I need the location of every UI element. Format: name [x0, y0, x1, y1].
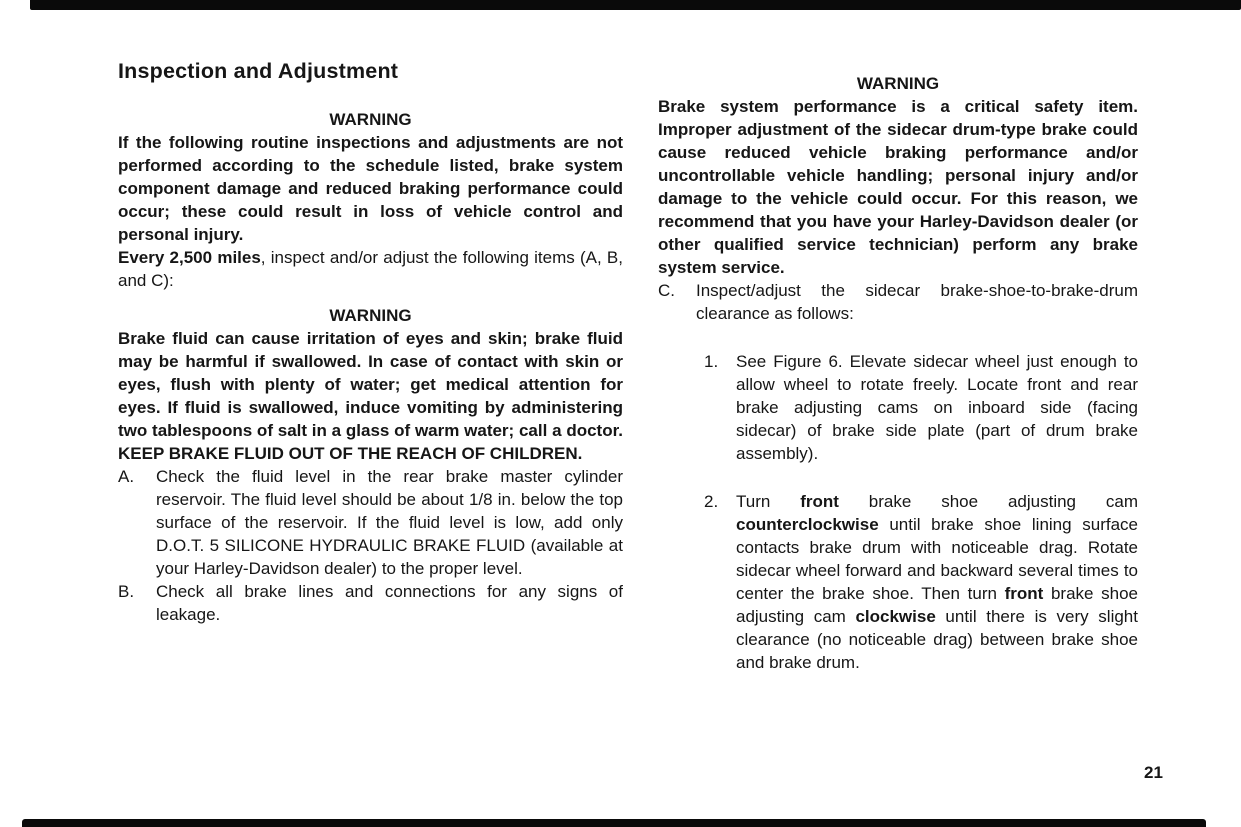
page-number: 21 [1144, 763, 1163, 782]
list-item-b-label: B. [118, 582, 135, 601]
warning-body-2: Brake fluid can cause irritation of eyes and skin; brake fluid may be harmful if swallowed. In case of contact with skin or eyes, flush with plenty of water; get medical attention for eyes. If fluid is swallowed, induce vomiting by administering two tablespoons of salt in a glass of warm water; call a doctor. KEEP BRAKE FLUID OUT OF THE REACH OF CHILDREN. [118, 329, 623, 463]
warning-title-2: WARNING [329, 306, 412, 325]
list-item-a-label: A. [118, 467, 135, 486]
list-item-c-text: Inspect/adjust the sidecar brake-shoe-to-brake-drum clearance as follows: [696, 281, 1138, 323]
step-1-label: 1. [704, 352, 719, 371]
list-item-c-label: C. [658, 281, 675, 300]
scan-edge-top [30, 0, 1241, 10]
left-column [118, 58, 623, 626]
warning-body-1: If the following routine inspections and adjustments are not performed according to the schedule listed, brake system component damage and reduced braking performance could occur; these could result in loss of vehicle control and personal injury. [118, 133, 623, 244]
right-column [658, 72, 1138, 674]
list-item-c [658, 279, 1138, 325]
list-item-b-text: Check all brake lines and connections for any signs of leakage. [156, 582, 623, 624]
list-item-b [118, 580, 623, 626]
warning-title-1: WARNING [329, 110, 412, 129]
list-item-a-text: Check the fluid level in the rear brake master cylinder reservoir. The fluid level should be about 1/8 in. below the top surface of the reservoir. If the fluid level is low, add only D.O.T. 5 SILICONE HYDRAULIC BRAKE FLUID (available at your Harley-Davidson dealer) to the proper level. [156, 467, 623, 578]
interval-paragraph: Every 2,500 miles, inspect and/or adjust the following items (A, B, and C): [118, 248, 623, 290]
scan-edge-bottom [22, 819, 1206, 827]
step-1-text: See Figure 6. Elevate sidecar wheel just enough to allow wheel to rotate freely. Locate front and rear brake adjusting cams on inboard side (facing sidecar) of brake side plate (part of drum brake assembly). [736, 352, 1138, 463]
step-2-label: 2. [704, 492, 719, 511]
list-item-a [118, 465, 623, 580]
step-2-text: Turn front brake shoe adjusting cam counterclockwise until brake shoe lining surface contacts brake drum with noticeable drag. Rotate sidecar wheel forward and backward several times to center the brake shoe. Then turn front brake shoe adjusting cam clockwise until there is very slight clearance (no noticeable drag) between brake shoe and brake drum. [736, 492, 1138, 672]
warning-body-3: Brake system performance is a critical safety item. Improper adjustment of the sidecar drum-type brake could cause reduced vehicle braking performance and/or uncontrollable vehicle handling; personal injury and/or damage to the vehicle could occur. For this reason, we recommend that you have your Harley-Davidson dealer (or other qualified service technician) perform any brake system service. [658, 97, 1138, 277]
section-heading: Inspection and Adjustment [118, 59, 399, 83]
step-2 [704, 490, 1138, 674]
step-1 [704, 350, 1138, 465]
warning-title-3: WARNING [856, 74, 940, 93]
